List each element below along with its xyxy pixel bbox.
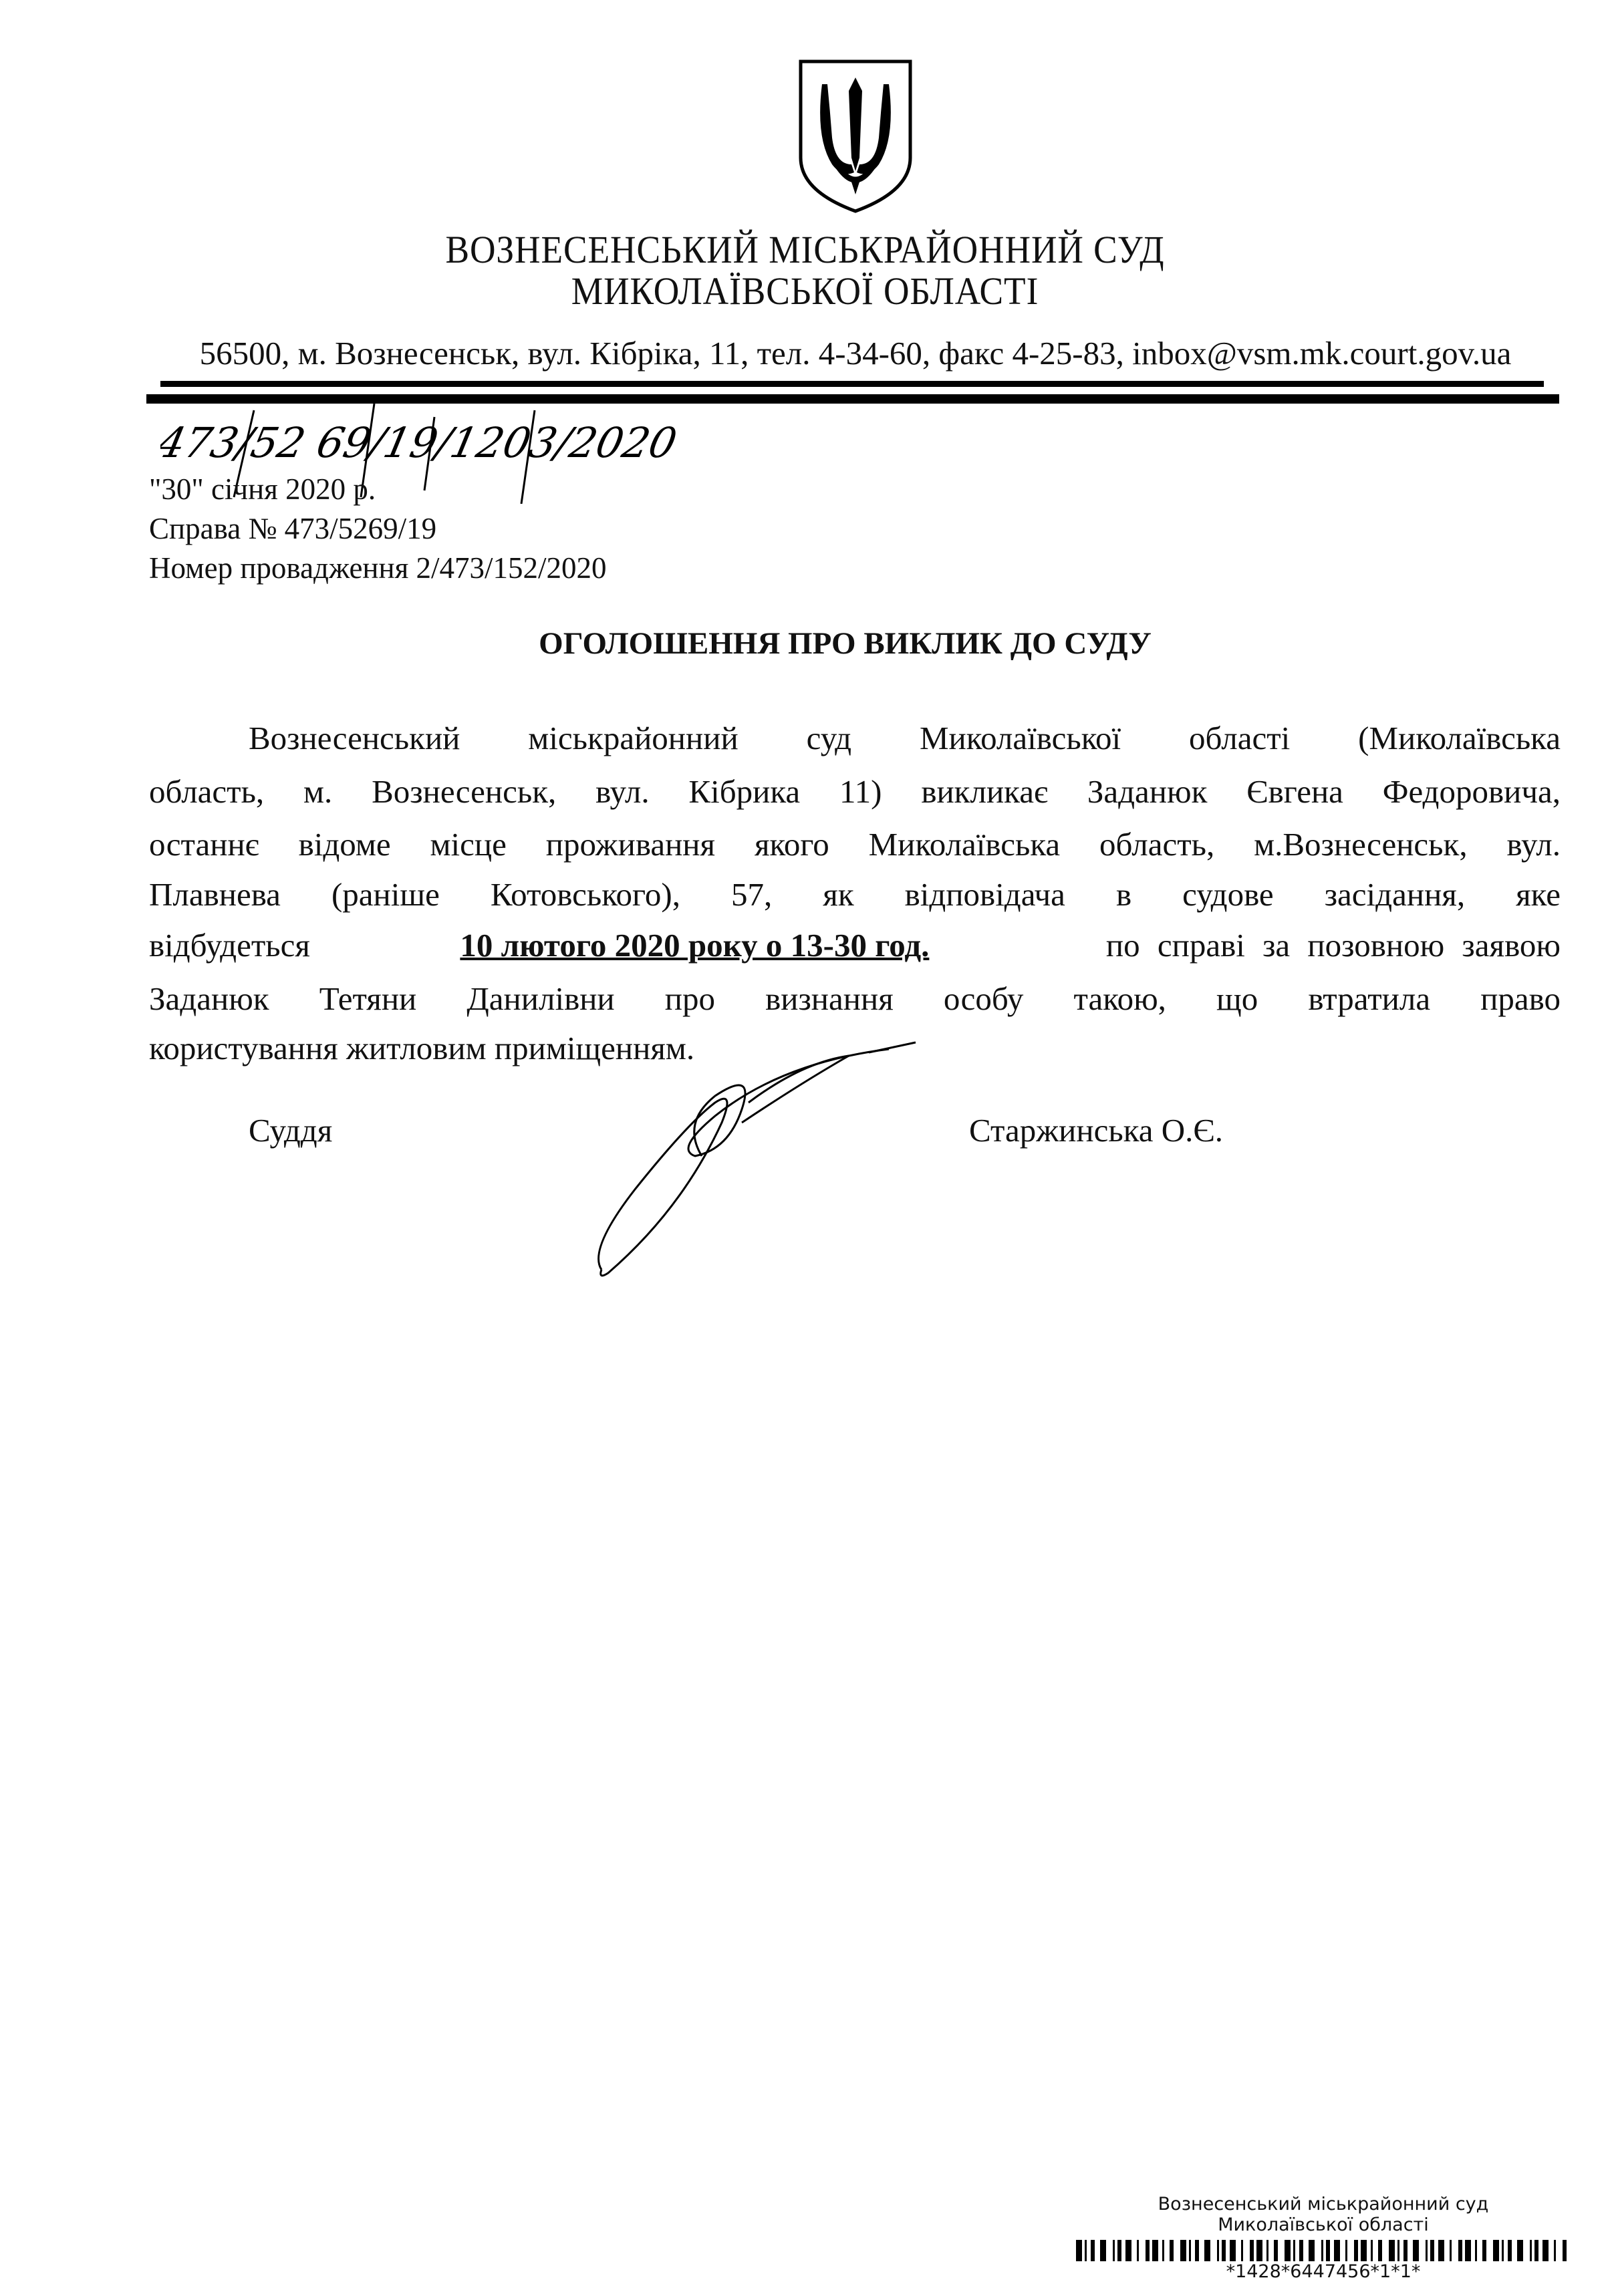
barcode-bar xyxy=(1326,2240,1330,2261)
barcode-bar xyxy=(1475,2240,1477,2261)
barcode-bar xyxy=(1293,2240,1295,2261)
barcode-bar xyxy=(1266,2240,1268,2261)
signature-role: Суддя xyxy=(249,1112,333,1149)
proceeding-number: Номер провадження 2/473/152/2020 xyxy=(149,551,607,585)
barcode-bar xyxy=(1426,2240,1428,2261)
barcode-bar xyxy=(1113,2240,1115,2261)
barcode-bar xyxy=(1502,2240,1504,2261)
barcode-bar xyxy=(1100,2240,1106,2261)
stamp-region: Миколаївської області xyxy=(1218,2214,1429,2235)
stamp-court-name: Вознесенський міськрайонний суд xyxy=(1158,2194,1489,2214)
barcode-bar xyxy=(1117,2240,1121,2261)
barcode-bar xyxy=(1256,2240,1262,2261)
barcode-bar xyxy=(1563,2240,1567,2261)
body-line: користування житловим приміщенням. xyxy=(149,1030,695,1066)
barcode-bar xyxy=(1204,2240,1210,2261)
barcode-bar xyxy=(1493,2240,1499,2261)
barcode-bar xyxy=(1465,2240,1471,2261)
barcode-bar xyxy=(1458,2240,1462,2261)
barcode-bar xyxy=(1542,2240,1549,2261)
barcode-bar xyxy=(1534,2240,1538,2261)
barcode xyxy=(1076,2240,1567,2261)
court-address: 56500, м. Вознесенськ, вул. Кібріка, 11, тел. 4-34-60, факс 4-25-83, inbox@vsm.mk.court.gov.ua xyxy=(199,335,1512,372)
barcode-bar xyxy=(1482,2240,1486,2261)
barcode-bar xyxy=(1285,2240,1291,2261)
barcode-bar xyxy=(1389,2240,1395,2261)
body-text: відбудеться xyxy=(149,927,310,964)
barcode-bar xyxy=(1354,2240,1358,2261)
body-text: по справі за позовною заявою xyxy=(1105,927,1561,964)
court-name-line1: ВОЗНЕСЕНСЬКИЙ МІСЬКРАЙОННИЙ СУД xyxy=(445,228,1165,271)
body-line: останнє відоме місце проживання якого Миколаївська область, м.Вознесенськ, вул. xyxy=(149,826,1561,863)
barcode-bar xyxy=(1378,2240,1382,2261)
barcode-bar xyxy=(1361,2240,1367,2261)
barcode-bar xyxy=(1146,2240,1150,2261)
body-line-hearing xyxy=(149,926,1561,964)
barcode-bar xyxy=(1170,2240,1174,2261)
header-rule-thick xyxy=(146,394,1559,404)
barcode-bar xyxy=(1085,2240,1087,2261)
barcode-bar xyxy=(1309,2240,1315,2261)
barcode-bar xyxy=(1530,2240,1532,2261)
svg-text:473/52 69/19/1203/2020: 473/52 69/19/1203/2020 xyxy=(160,418,681,467)
barcode-bar xyxy=(1517,2240,1523,2261)
body-line: Заданюк Тетяни Данилівни про визнання особу такою, що втратила право xyxy=(149,980,1561,1017)
barcode-bar xyxy=(1274,2240,1278,2261)
barcode-bar xyxy=(1180,2240,1186,2261)
barcode-bar xyxy=(1430,2240,1434,2261)
document-date: "30" січня 2020 р. xyxy=(149,472,376,506)
coat-of-arms-emblem xyxy=(795,57,916,214)
barcode-bar xyxy=(1321,2240,1323,2261)
barcode-bar xyxy=(1241,2240,1243,2261)
barcode-bar xyxy=(1076,2240,1082,2261)
body-line: область, м. Вознесенськ, вул. Кібрика 11) викликає Заданюк Євгена Федоровича, xyxy=(149,773,1561,810)
barcode-bar xyxy=(1091,2240,1095,2261)
barcode-bar xyxy=(1450,2240,1452,2261)
case-number: Справа № 473/5269/19 xyxy=(149,512,437,545)
barcode-bar xyxy=(1152,2240,1158,2261)
barcode-bar xyxy=(1413,2240,1419,2261)
barcode-bar xyxy=(1222,2240,1226,2261)
barcode-bar xyxy=(1371,2240,1373,2261)
barcode-bar xyxy=(1125,2240,1131,2261)
barcode-bar xyxy=(1554,2240,1556,2261)
barcode-number: *1428*6447456*1*1* xyxy=(1226,2261,1421,2282)
barcode-bar xyxy=(1250,2240,1254,2261)
barcode-bar xyxy=(1230,2240,1236,2261)
barcode-bar xyxy=(1334,2240,1340,2261)
barcode-bar xyxy=(1403,2240,1407,2261)
barcode-bar xyxy=(1438,2240,1444,2261)
barcode-bar xyxy=(1397,2240,1399,2261)
body-line: Плавнева (раніше Котовського), 57, як відповідача в судове засідання, яке xyxy=(149,876,1561,913)
barcode-bar xyxy=(1195,2240,1199,2261)
barcode-bar xyxy=(1345,2240,1347,2261)
barcode-bar xyxy=(1162,2240,1164,2261)
header-rule-thin xyxy=(160,381,1544,387)
body-line: Вознесенський міськрайонний суд Миколаївської області (Миколаївська xyxy=(249,720,1561,756)
barcode-bar xyxy=(1299,2240,1303,2261)
barcode-bar xyxy=(1508,2240,1512,2261)
barcode-bar xyxy=(1217,2240,1219,2261)
notice-heading: ОГОЛОШЕННЯ ПРО ВИКЛИК ДО СУДУ xyxy=(539,626,1152,661)
judge-name: Старжинська О.Є. xyxy=(969,1112,1223,1149)
barcode-bar xyxy=(1189,2240,1191,2261)
court-name-line2: МИКОЛАЇВСЬКОЇ ОБЛАСТІ xyxy=(571,269,1039,313)
handwritten-signature xyxy=(581,1022,929,1283)
barcode-bar xyxy=(1137,2240,1139,2261)
hearing-date-time: 10 лютого 2020 року о 13-30 год. xyxy=(460,927,930,964)
